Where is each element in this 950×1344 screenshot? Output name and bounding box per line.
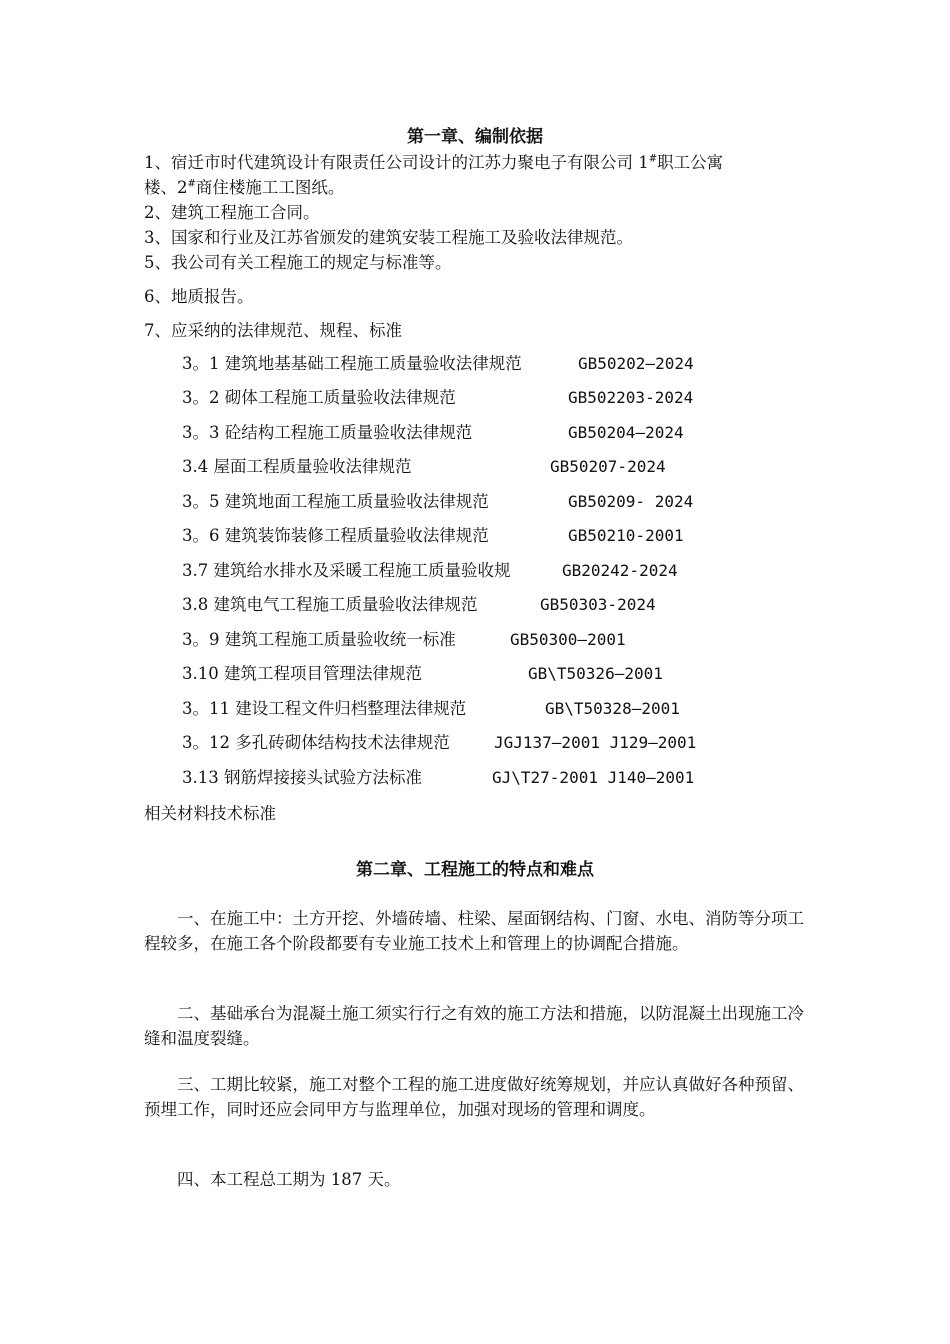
standard-code: GB50300—2001 (510, 630, 626, 649)
standard-label: 3。6 建筑装饰装修工程质量验收法律规范 (182, 526, 489, 545)
paragraph-3: 三、工期比较紧，施工对整个工程的施工进度做好统筹规划，并应认真做好各种预留、预埋工作，同时还应会同甲方与监理单位，加强对现场的管理和调度。 (144, 1075, 804, 1119)
item-3: 3、国家和行业及江苏省颁发的建筑安装工程施工及验收法律规范。 (144, 228, 633, 247)
item-7: 7、应采纳的法律规范、规程、标准 (144, 321, 402, 340)
standard-label: 3。5 建筑地面工程施工质量验收法律规范 (182, 492, 489, 511)
standard-label: 3.10 建筑工程项目管理法律规范 (182, 664, 422, 683)
standard-label: 3。3 砼结构工程施工质量验收法律规范 (182, 423, 473, 442)
standard-code: GB20242-2024 (562, 561, 678, 580)
chapter2-title: 第二章、工程施工的特点和难点 (356, 860, 594, 880)
standard-label: 3.4 屋面工程质量验收法律规范 (182, 457, 412, 476)
standard-code: GB502203-2024 (568, 388, 694, 407)
standard-label: 3.13 钢筋焊接接头试验方法标准 (182, 768, 422, 787)
standard-label: 3.7 建筑给水排水及采暖工程施工质量验收规 (182, 561, 511, 580)
standard-code: GJ\T27-2001 J140—2001 (492, 768, 695, 787)
standard-code: GB50209- 2024 (568, 492, 694, 511)
chapter1-title: 第一章、编制依据 (407, 127, 543, 147)
paragraph-4: 四、本工程总工期为 187 天。 (177, 1170, 401, 1189)
standard-label: 3。1 建筑地基基础工程施工质量验收法律规范 (182, 354, 522, 373)
standard-label: 3。9 建筑工程施工质量验收统一标准 (182, 630, 456, 649)
standard-code: GB50202—2024 (578, 354, 694, 373)
item-2: 2、建筑工程施工合同。 (144, 203, 320, 222)
standard-label: 3。12 多孔砖砌体结构技术法律规范 (182, 733, 450, 752)
standard-label: 3。2 砌体工程施工质量验收法律规范 (182, 388, 456, 407)
item-1-line1: 1、宿迁市时代建筑设计有限责任公司设计的江苏力聚电子有限公司 1#职工公寓 (144, 153, 724, 172)
item-1-line2: 楼、2#商住楼施工工图纸。 (144, 178, 345, 197)
standard-code: GB\T50328—2001 (545, 699, 680, 718)
standard-code: JGJ137—2001 J129—2001 (494, 733, 697, 752)
standard-code: GB50207-2024 (550, 457, 666, 476)
item-5: 5、我公司有关工程施工的规定与标准等。 (144, 253, 452, 272)
item-6: 6、地质报告。 (144, 287, 254, 306)
standard-label: 3。11 建设工程文件归档整理法律规范 (182, 699, 467, 718)
standard-code: GB50210-2001 (568, 526, 684, 545)
related-standards: 相关材料技术标准 (144, 804, 276, 823)
paragraph-2: 二、基础承台为混凝土施工须实行行之有效的施工方法和措施，以防混凝土出现施工冷缝和温度裂缝。 (144, 1004, 804, 1048)
standard-code: GB50204—2024 (568, 423, 684, 442)
standard-label: 3.8 建筑电气工程施工质量验收法律规范 (182, 595, 478, 614)
standard-code: GB\T50326—2001 (528, 664, 663, 683)
paragraph-1: 一、在施工中：土方开挖、外墙砖墙、柱梁、屋面钢结构、门窗、水电、消防等分项工程较多，在施工各个阶段都要有专业施工技术上和管理上的协调配合措施。 (144, 909, 804, 953)
standard-code: GB50303-2024 (540, 595, 656, 614)
